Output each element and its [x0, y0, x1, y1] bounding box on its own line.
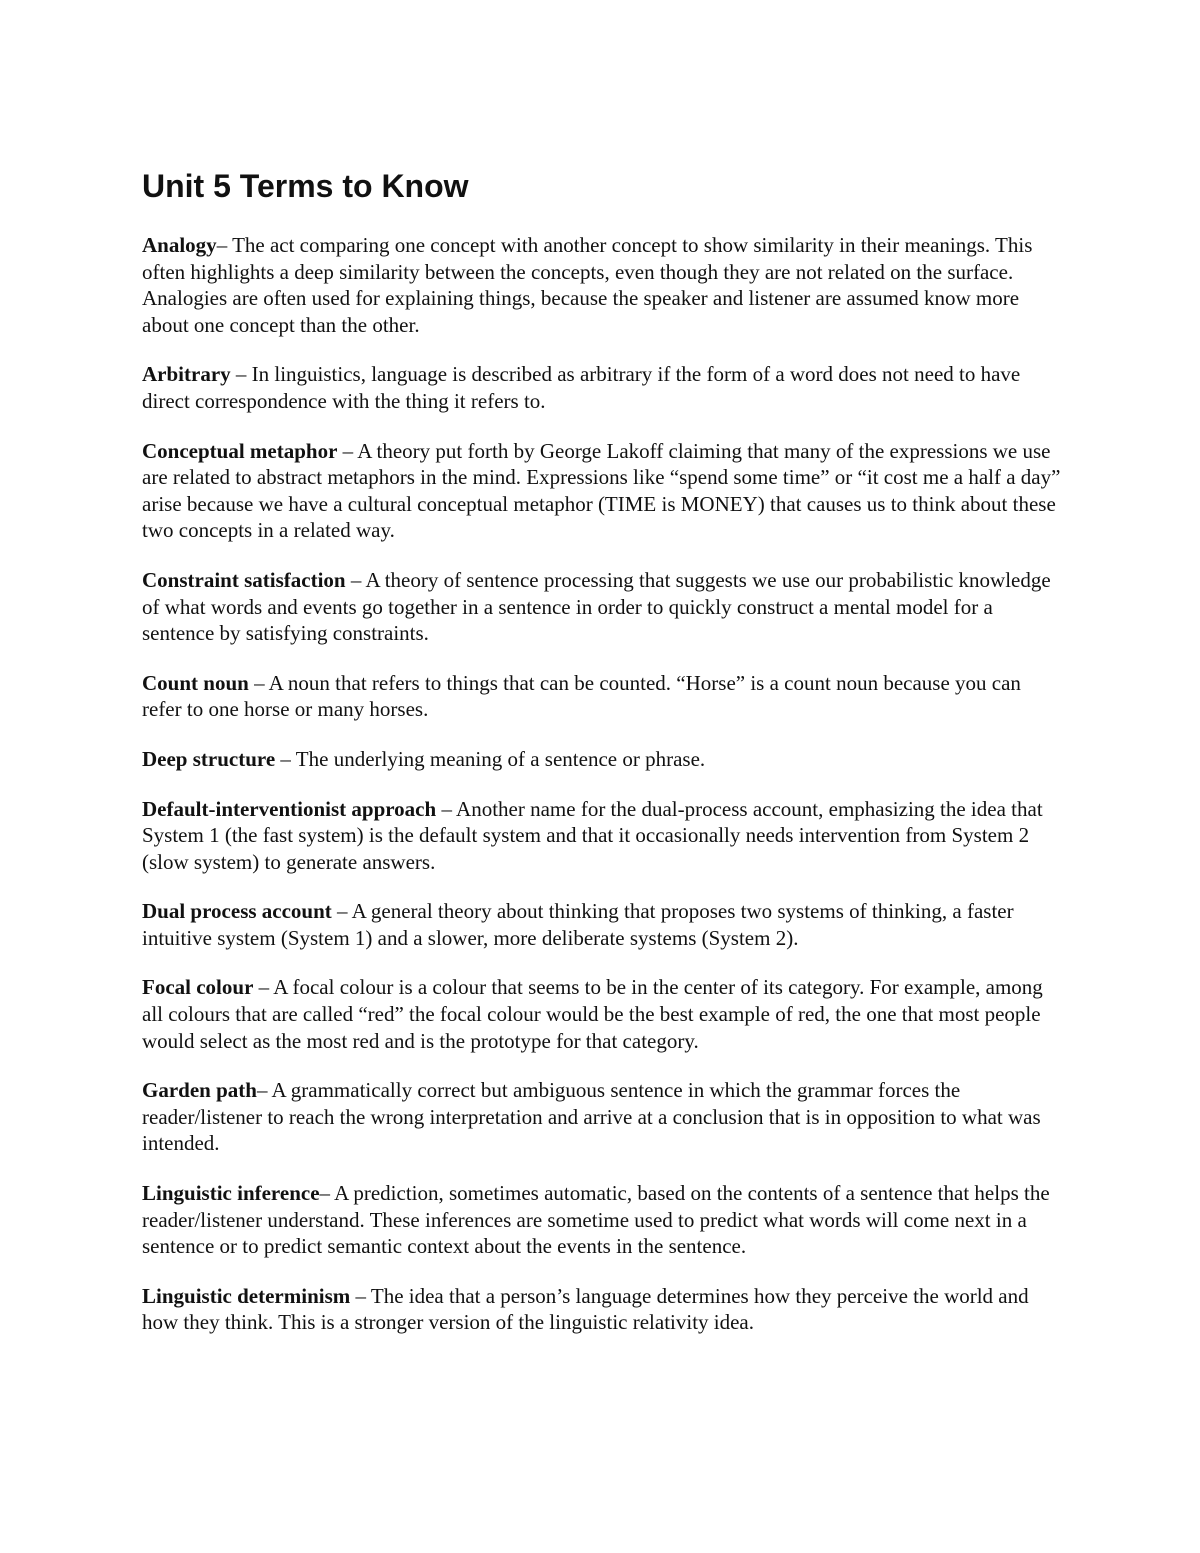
term-label: Constraint satisfaction: [142, 567, 346, 592]
term-definition: A grammatically correct but ambiguous sentence in which the grammar forces the reader/listener to reach the wrong interpretation and arrive at a conclusion that is in opposition to what was intended.: [142, 1078, 1041, 1156]
term-separator: –: [319, 1181, 335, 1206]
term-separator: –: [256, 1078, 272, 1103]
term-definition: The act comparing one concept with another concept to show similarity in their meanings. This often highlights a deep similarity between the concepts, even though they are not related on the surface. Analogies are often used for explaining things, because the speaker and listener are assumed know more about one concept than the other.: [142, 233, 1033, 337]
term-separator: –: [248, 670, 269, 695]
glossary-entry-conceptual-metaphor: [142, 438, 1062, 544]
term-definition: A focal colour is a colour that seems to be in the center of its category. For example, among all colours that are called “red” the focal colour would be the best example of red, the one that most people would select as the most red and is the prototype for that category.: [142, 975, 1043, 1053]
term-definition: In linguistics, language is described as arbitrary if the form of a word does not need to have direct correspondence with the thing it refers to.: [142, 362, 1021, 413]
term-label: Focal colour: [142, 975, 254, 1000]
document-body: [142, 166, 1062, 1359]
term-label: Linguistic inference: [142, 1181, 320, 1206]
term-separator: –: [253, 975, 274, 1000]
term-label: Arbitrary: [142, 362, 231, 387]
term-separator: –: [345, 567, 366, 592]
term-label: Dual process account: [142, 899, 332, 924]
term-label: Conceptual metaphor: [142, 438, 338, 463]
term-definition: A general theory about thinking that proposes two systems of thinking, a faster intuitive system (System 1) and a slower, more deliberate systems (System 2).: [142, 899, 1014, 950]
term-separator: –: [216, 233, 233, 257]
glossary-entry-garden-path: [142, 1077, 1062, 1157]
term-separator: –: [337, 438, 358, 463]
term-separator: –: [350, 1283, 371, 1308]
term-definition: The idea that a person’s language determines how they perceive the world and how they think. This is a stronger version of the linguistic relativity idea.: [142, 1283, 1029, 1335]
glossary-entry-arbitrary: [142, 361, 1062, 414]
glossary-entry-dual-process-account: [142, 898, 1062, 951]
glossary-entry-constraint-satisfaction: [142, 567, 1062, 647]
glossary-entry-linguistic-inference: [142, 1180, 1062, 1260]
term-separator: –: [436, 796, 457, 821]
term-label: Deep structure: [142, 746, 276, 771]
term-separator: –: [331, 899, 352, 924]
glossary-entry-linguistic-determinism: [142, 1283, 1062, 1336]
glossary-entry-focal-colour: [142, 974, 1062, 1054]
term-definition: A prediction, sometimes automatic, based on the contents of a sentence that helps the reader/listener understand. These inferences are sometime used to predict what words will come next in a sentence or to predict semantic context about the events in the sentence.: [142, 1181, 1050, 1259]
term-separator: –: [230, 362, 252, 387]
term-definition: A theory of sentence processing that suggests we use our probabilistic knowledge of what words and events go together in a sentence in order to quickly construct a mental model for a sentence by satisfying constraints.: [142, 567, 1051, 646]
term-definition: A noun that refers to things that can be counted. “Horse” is a count noun because you can refer to one horse or many horses.: [142, 670, 1021, 722]
term-label: Analogy: [142, 233, 217, 257]
term-separator: –: [275, 746, 296, 771]
term-label: Linguistic determinism: [142, 1283, 351, 1308]
glossary-entry-analogy: [142, 232, 1062, 338]
term-definition: Another name for the dual-process account, emphasizing the idea that System 1 (the fast system) is the default system and that it occasionally needs intervention from System 2 (slow system) to generate answers.: [142, 796, 1043, 874]
glossary-entry-deep-structure: [142, 746, 1062, 773]
term-definition: The underlying meaning of a sentence or phrase.: [295, 746, 706, 771]
term-label: Garden path: [142, 1078, 257, 1103]
page-title: Unit 5 Terms to Know: [142, 168, 469, 204]
term-definition: A theory put forth by George Lakoff claiming that many of the expressions we use are related to abstract metaphors in the mind. Expressions like “spend some time” or “it cost me a half a day” arise because we have a cultural conceptual metaphor (TIME is MONEY) that causes us to think about these two concepts in a related way.: [142, 438, 1061, 543]
glossary-entry-count-noun: [142, 670, 1062, 723]
term-label: Count noun: [142, 670, 249, 695]
term-label: Default-interventionist approach: [142, 796, 437, 821]
glossary-entry-default-interventionist-approach: [142, 796, 1062, 876]
